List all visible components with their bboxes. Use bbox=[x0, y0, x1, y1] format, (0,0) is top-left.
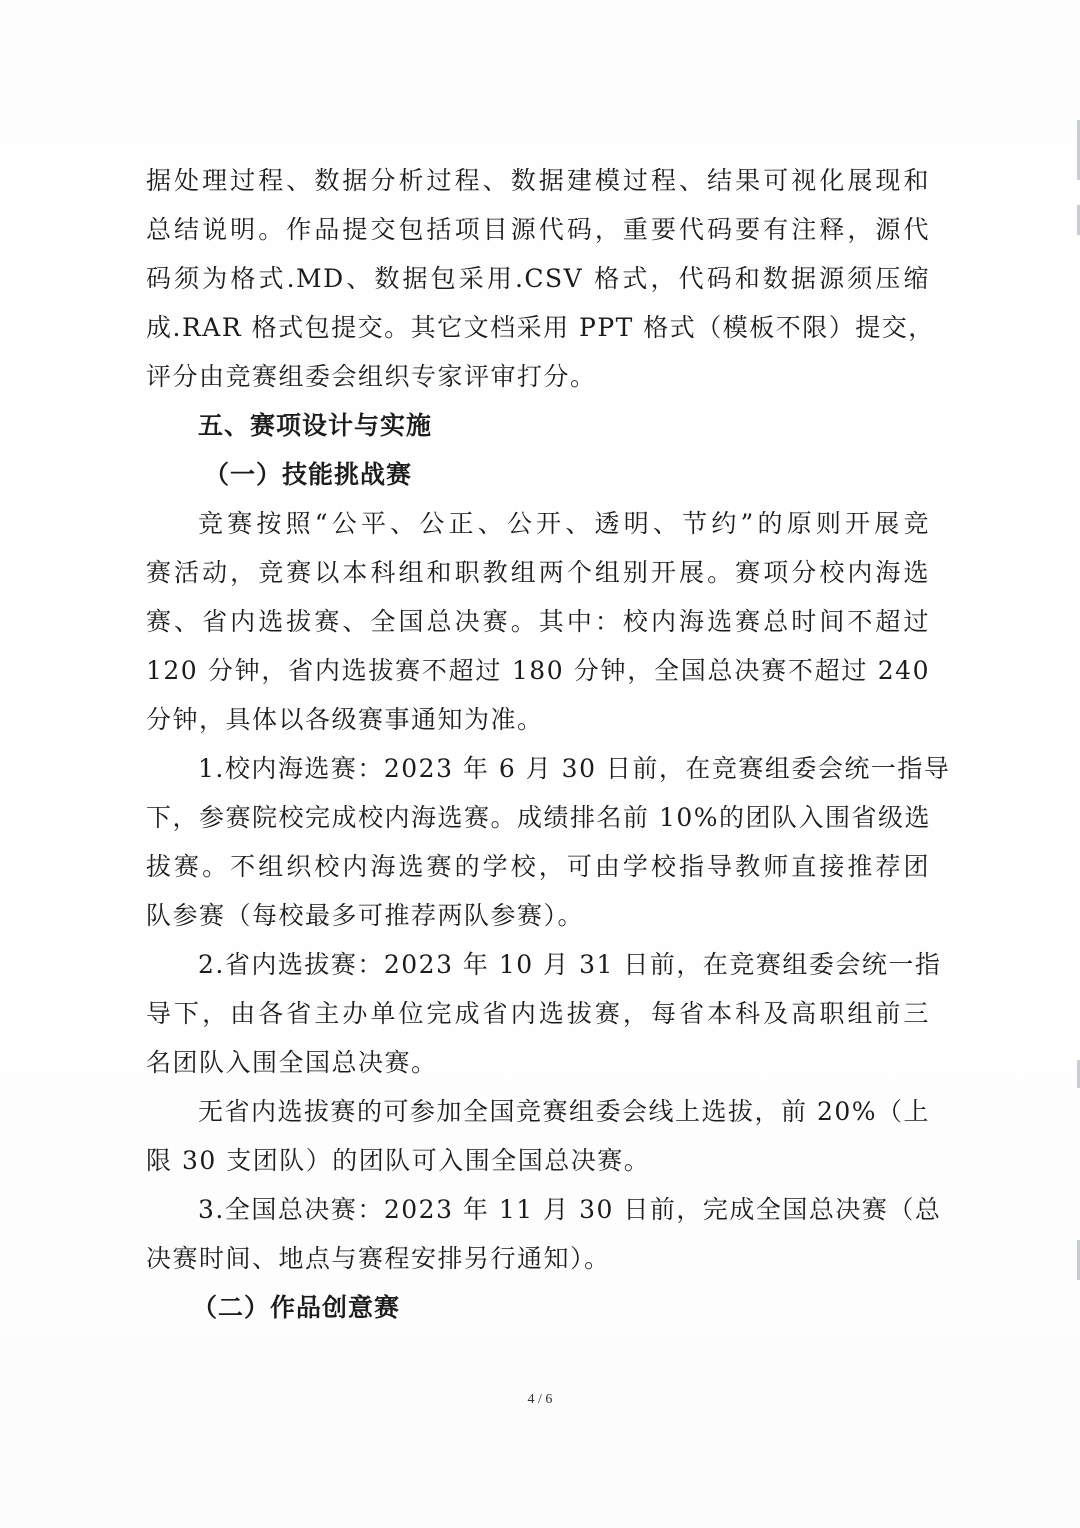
paragraph-stage-2 bbox=[146, 940, 942, 1087]
paragraph-stage-3 bbox=[146, 1185, 942, 1283]
text-line: 据处理过程、数据分析过程、数据建模过程、结果可视化展现和 bbox=[146, 166, 930, 195]
text-line: 120 分钟，省内选拔赛不超过 180 分钟，全国总决赛不超过 240 bbox=[146, 656, 930, 685]
subsection-heading: （一）技能挑战赛 bbox=[204, 460, 413, 489]
paragraph-principle bbox=[146, 499, 930, 744]
text-line: 总结说明。作品提交包括项目源代码，重要代码要有注释，源代 bbox=[146, 215, 930, 244]
text-line: 限 30 支团队）的团队可入围全国总决赛。 bbox=[146, 1146, 651, 1175]
text-line: 队参赛（每校最多可推荐两队参赛）。 bbox=[146, 901, 585, 930]
paragraph-intro bbox=[146, 156, 935, 401]
page-number: 4 / 6 bbox=[527, 1392, 553, 1407]
text-line: 成.RAR 格式包提交。其它文档采用 PPT 格式（模板不限）提交， bbox=[146, 313, 935, 342]
text-line: 下，参赛院校完成校内海选赛。成绩排名前 10%的团队入围省级选 bbox=[146, 803, 932, 832]
text-line: 决赛时间、地点与赛程安排另行通知）。 bbox=[146, 1244, 611, 1273]
text-line: 赛、省内选拔赛、全国总决赛。其中：校内海选赛总时间不超过 bbox=[146, 607, 930, 636]
text-line: 分钟，具体以各级赛事通知为准。 bbox=[146, 705, 544, 734]
text-line: 评分由竞赛组委会组织专家评审打分。 bbox=[146, 362, 597, 391]
text-line: 赛活动，竞赛以本科组和职教组两个组别开展。赛项分校内海选 bbox=[146, 558, 930, 587]
text-line: 3.全国总决赛：2023 年 11 月 30 日前，完成全国总决赛（总 bbox=[198, 1195, 942, 1224]
section-heading: 五、赛项设计与实施 bbox=[198, 411, 433, 440]
paragraph-online-selection bbox=[146, 1087, 930, 1185]
text-line: 拔赛。不组织校内海选赛的学校，可由学校指导教师直接推荐团 bbox=[146, 852, 930, 881]
text-line: 竞赛按照“公平、公正、公开、透明、节约”的原则开展竞 bbox=[198, 509, 930, 538]
text-line: 名团队入围全国总决赛。 bbox=[146, 1048, 438, 1077]
subsection-heading: （二）作品创意赛 bbox=[192, 1293, 401, 1322]
text-line: 码须为格式.MD、数据包采用.CSV 格式，代码和数据源须压缩 bbox=[146, 264, 930, 293]
text-line: 导下，由各省主办单位完成省内选拔赛，每省本科及高职组前三 bbox=[146, 999, 930, 1028]
paragraph-stage-1 bbox=[146, 744, 951, 940]
text-line: 2.省内选拔赛：2023 年 10 月 31 日前，在竞赛组委会统一指 bbox=[198, 950, 942, 979]
document-body bbox=[146, 156, 951, 1332]
text-line: 1.校内海选赛：2023 年 6 月 30 日前，在竞赛组委会统一指导 bbox=[198, 754, 951, 783]
text-line: 无省内选拔赛的可参加全国竞赛组委会线上选拔，前 20%（上 bbox=[198, 1097, 931, 1126]
